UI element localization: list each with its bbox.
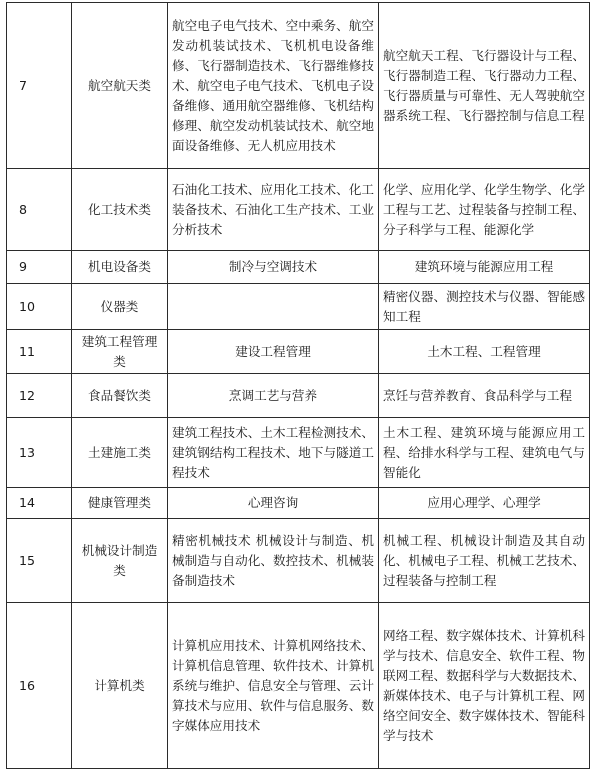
- table-row: [7, 374, 590, 418]
- undergraduate-majors-cell: 建筑环境与能源应用工程: [379, 251, 590, 284]
- row-number: 14: [7, 488, 72, 519]
- vocational-majors-cell: 制冷与空调技术: [168, 251, 379, 284]
- table-row: [7, 3, 590, 169]
- category-cell: 仪器类: [72, 284, 168, 330]
- vocational-majors-cell: 精密机械技术 机械设计与制造、机械制造与自动化、数控技术、机械装备制造技术: [168, 519, 379, 603]
- row-number: 9: [7, 251, 72, 284]
- table-row: [7, 603, 590, 769]
- category-cell: 机械设计制造类: [72, 519, 168, 603]
- undergraduate-majors-cell: 土木工程、工程管理: [379, 330, 590, 374]
- undergraduate-majors-cell: 机械工程、机械设计制造及其自动化、机械电子工程、机械工艺技术、过程装备与控制工程: [379, 519, 590, 603]
- vocational-majors-cell: 建筑工程技术、土木工程检测技术、建筑钢结构工程技术、地下与隧道工程技术: [168, 418, 379, 488]
- row-number: 7: [7, 3, 72, 169]
- table-row: [7, 330, 590, 374]
- category-cell: 机电设备类: [72, 251, 168, 284]
- category-cell: 健康管理类: [72, 488, 168, 519]
- table-row: [7, 169, 590, 251]
- table-row: [7, 488, 590, 519]
- category-cell: 食品餐饮类: [72, 374, 168, 418]
- row-number: 12: [7, 374, 72, 418]
- category-cell: 化工技术类: [72, 169, 168, 251]
- vocational-majors-cell: 心理咨询: [168, 488, 379, 519]
- row-number: 15: [7, 519, 72, 603]
- category-cell: 计算机类: [72, 603, 168, 769]
- row-number: 8: [7, 169, 72, 251]
- undergraduate-majors-cell: 化学、应用化学、化学生物学、化学工程与工艺、过程装备与控制工程、分子科学与工程、能源化学: [379, 169, 590, 251]
- major-table: [6, 2, 590, 769]
- vocational-majors-cell: 航空电子电气技术、空中乘务、航空发动机装试技术、飞机机电设备维修、飞行器制造技术、飞行器维修技术、航空电子电气技术、飞机电子设备维修、通用航空器维修、飞机结构修理、航空发动机装试技术、航空地面设备维修、无人机应用技术: [168, 3, 379, 169]
- vocational-majors-cell: 计算机应用技术、计算机网络技术、计算机信息管理、软件技术、计算机系统与维护、信息安全与管理、云计算技术与应用、软件与信息服务、数字媒体应用技术: [168, 603, 379, 769]
- undergraduate-majors-cell: 应用心理学、心理学: [379, 488, 590, 519]
- category-cell: 航空航天类: [72, 3, 168, 169]
- category-cell: 建筑工程管理类: [72, 330, 168, 374]
- row-number: 11: [7, 330, 72, 374]
- vocational-majors-cell: 建设工程管理: [168, 330, 379, 374]
- undergraduate-majors-cell: 航空航天工程、飞行器设计与工程、飞行器制造工程、飞行器动力工程、飞行器质量与可靠性、无人驾驶航空器系统工程、飞行器控制与信息工程: [379, 3, 590, 169]
- table-row: [7, 251, 590, 284]
- row-number: 16: [7, 603, 72, 769]
- vocational-majors-cell: [168, 284, 379, 330]
- undergraduate-majors-cell: 烹饪与营养教育、食品科学与工程: [379, 374, 590, 418]
- undergraduate-majors-cell: 土木工程、建筑环境与能源应用工程、给排水科学与工程、建筑电气与智能化: [379, 418, 590, 488]
- table-row: [7, 418, 590, 488]
- row-number: 10: [7, 284, 72, 330]
- vocational-majors-cell: 烹调工艺与营养: [168, 374, 379, 418]
- undergraduate-majors-cell: 精密仪器、测控技术与仪器、智能感知工程: [379, 284, 590, 330]
- row-number: 13: [7, 418, 72, 488]
- vocational-majors-cell: 石油化工技术、应用化工技术、化工装备技术、石油化工生产技术、工业分析技术: [168, 169, 379, 251]
- category-cell: 土建施工类: [72, 418, 168, 488]
- undergraduate-majors-cell: 网络工程、数字媒体技术、计算机科学与技术、信息安全、软件工程、物联网工程、数据科学与大数据技术、新媒体技术、电子与计算机工程、网络空间安全、数字媒体技术、智能科学与技术: [379, 603, 590, 769]
- table-row: [7, 284, 590, 330]
- table-row: [7, 519, 590, 603]
